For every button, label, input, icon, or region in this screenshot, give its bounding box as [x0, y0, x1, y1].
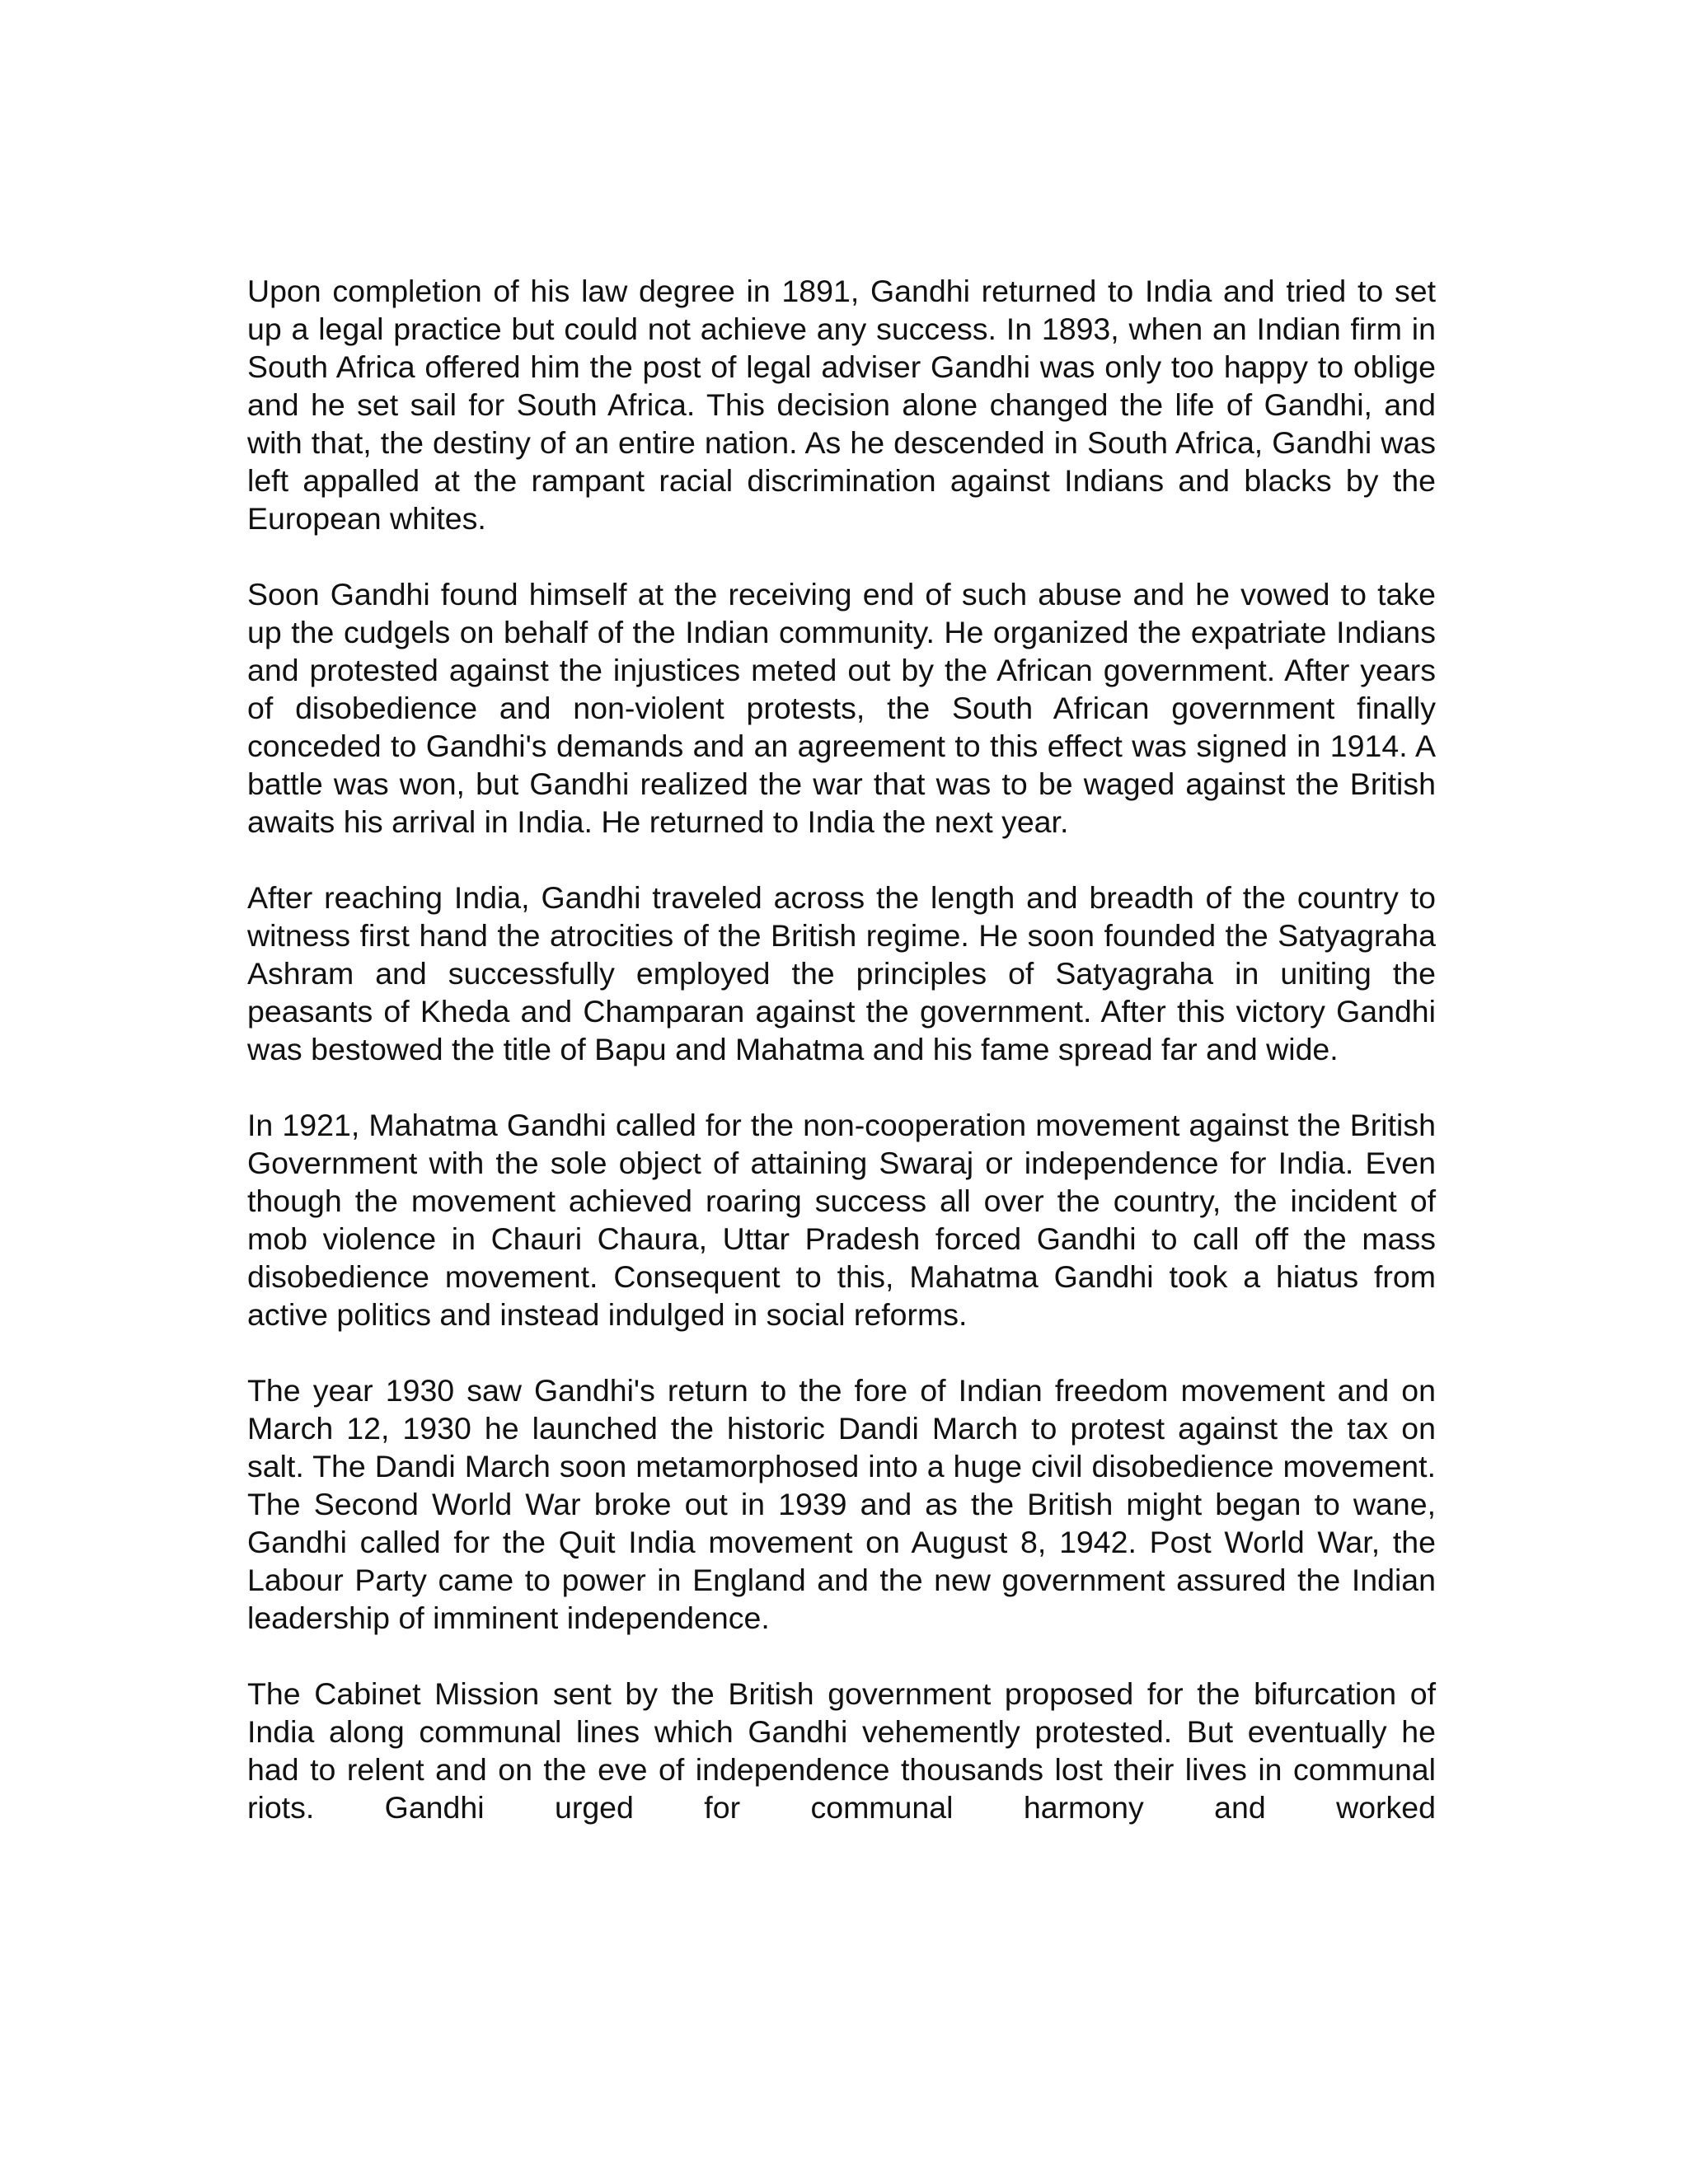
paragraph-non-cooperation-movement: In 1921, Mahatma Gandhi called for the non-cooperation movement against the British Government with the sole object of attaining Swaraj or independence for India. Even though the movement achieved roaring success all over the country, the incident of mob violence in Chauri Chaura, Uttar Pradesh forced Gandhi to call off the mass disobedience movement. Consequent to this, Mahatma Gandhi took a hiatus from active politics and instead indulged in social reforms.: [247, 1108, 1436, 1332]
paragraph-cabinet-mission-partition: The Cabinet Mission sent by the British government proposed for the bifurcation of India along communal lines which Gandhi vehemently protested. But eventually he had to relent and on the eve of independence thousands lost their lives in communal riots. Gandhi urged for communal harmony and worked: [247, 1676, 1436, 1825]
paragraph-dandi-march-quit-india: The year 1930 saw Gandhi's return to the fore of Indian freedom movement and on March 12, 1930 he launched the historic Dandi March to protest against the tax on salt. The Dandi March soon metamorphosed into a huge civil disobedience movement. The Second World War broke out in 1939 and as the British might began to wane, Gandhi called for the Quit India movement on August 8, 1942. Post World War, the Labour Party came to power in England and the new government assured the Indian leadership of imminent independence.: [247, 1373, 1436, 1635]
paragraph-return-to-india-satyagraha: After reaching India, Gandhi traveled across the length and breadth of the country to witness first hand the atrocities of the British regime. He soon founded the Satyagraha Ashram and successfully employed the principles of Satyagraha in uniting the peasants of Kheda and Champaran against the government. After this victory Gandhi was bestowed the title of Bapu and Mahatma and his fame spread far and wide.: [247, 880, 1436, 1066]
paragraph-indian-community-struggle: Soon Gandhi found himself at the receiving end of such abuse and he vowed to take up the cudgels on behalf of the Indian community. He organized the expatriate Indians and protested against the injustices meted out by the African government. After years of disobedience and non-violent protests, the South African government finally conceded to Gandhi's demands and an agreement to this effect was signed in 1914. A battle was won, but Gandhi realized the war that was to be waged against the British awaits his arrival in India. He returned to India the next year.: [247, 577, 1436, 839]
paragraph-law-degree-south-africa: Upon completion of his law degree in 1891, Gandhi returned to India and tried to set up a legal practice but could not achieve any success. In 1893, when an Indian firm in South Africa offered him the post of legal adviser Gandhi was only too happy to oblige and he set sail for South Africa. This decision alone changed the life of Gandhi, and with that, the destiny of an entire nation. As he descended in South Africa, Gandhi was left appalled at the rampant racial discrimination against Indians and blacks by the European whites.: [247, 274, 1436, 536]
document-body: [247, 272, 1436, 1826]
